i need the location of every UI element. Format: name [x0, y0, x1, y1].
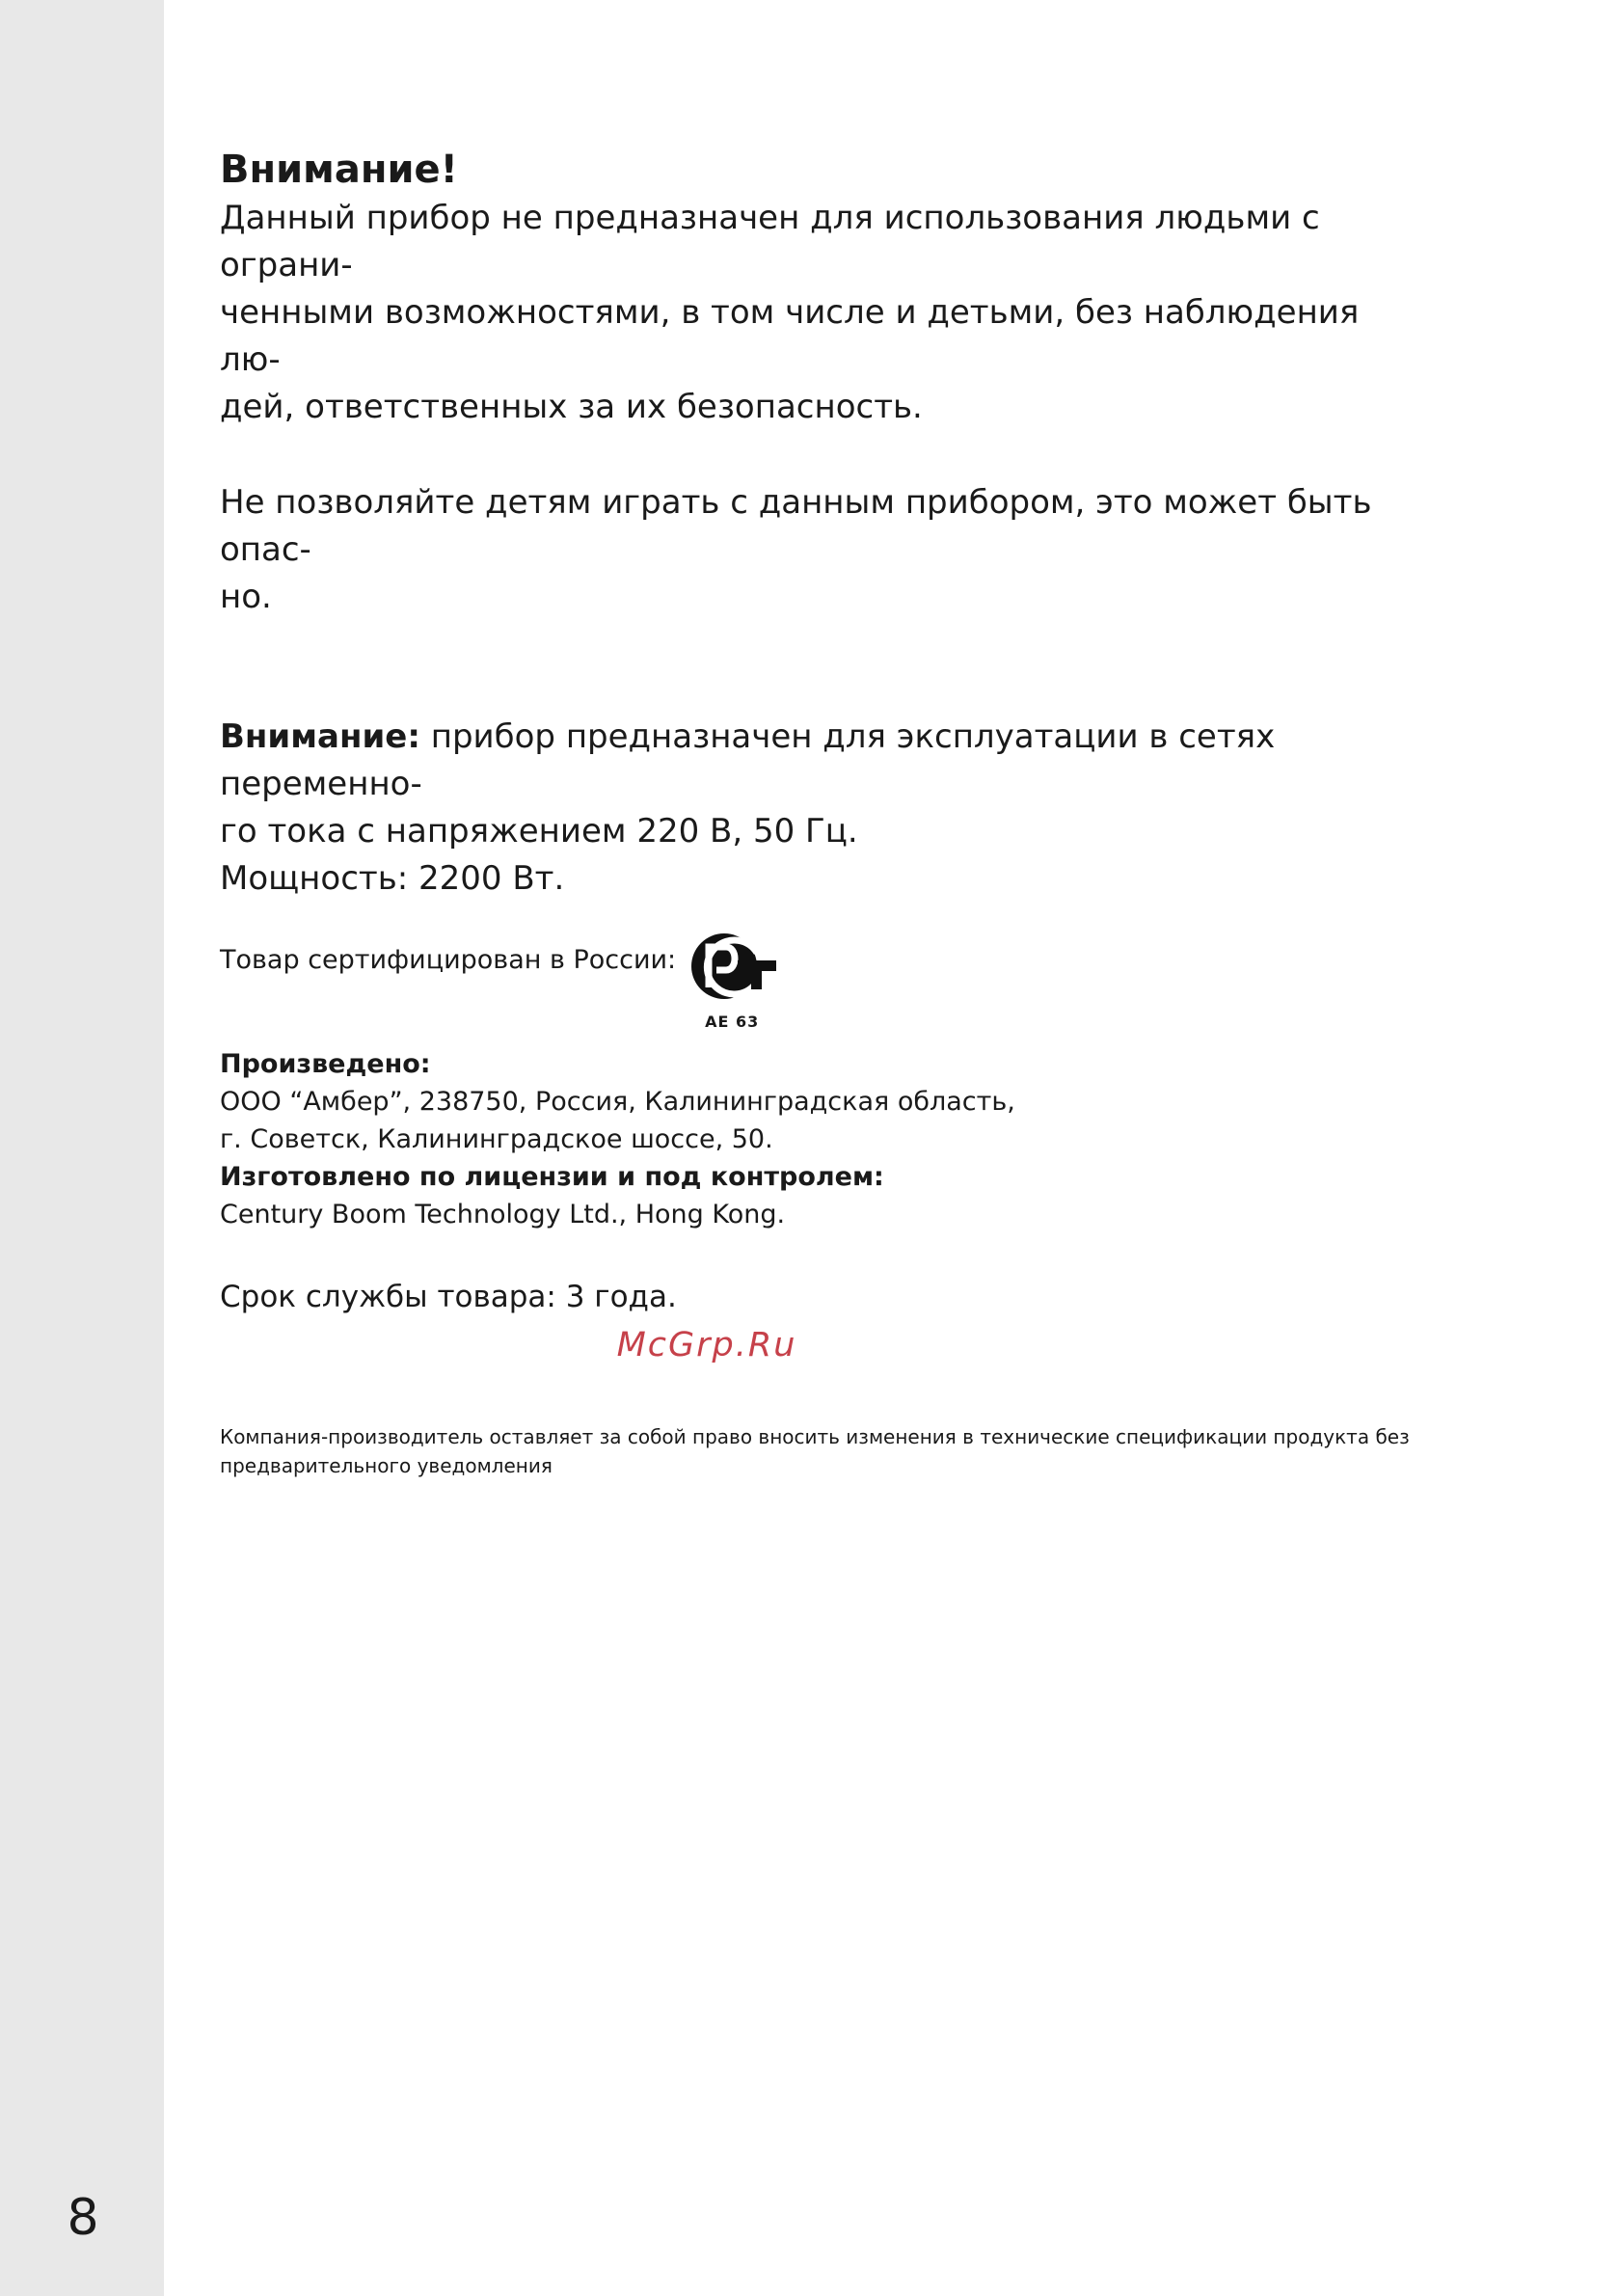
rst-certification-mark	[688, 928, 776, 1041]
service-life: Срок службы товара: 3 года.	[220, 1280, 677, 1314]
warning-line: Данный прибор не предназначен для использования людьми с ограни-	[220, 199, 1320, 284]
page-content	[220, 145, 1425, 1480]
warning-heading: Внимание!	[220, 148, 458, 192]
warning-line: ченными возможностями, в том числе и детьми, без наблюдения лю-	[220, 293, 1360, 379]
power-line-1	[220, 714, 1425, 808]
manufacturer-line: ООО “Амбер”, 238750, Россия, Калининградская область,	[220, 1087, 1015, 1117]
children-warning	[220, 479, 1425, 621]
rst-logo-icon	[688, 928, 776, 1005]
certification-label: Товар сертифицирован в России:	[220, 945, 677, 975]
side-margin-strip	[0, 0, 164, 2296]
power-requirements	[220, 714, 1425, 903]
power-wattage: Мощность: 2200 Вт.	[220, 859, 565, 898]
disclaimer-line: Компания-производитель оставляет за собой право вносить изменения в технические спецификации продукта без	[220, 1425, 1410, 1448]
manufacturer-line: г. Советск, Калининградское шоссе, 50.	[220, 1124, 773, 1154]
license-label: Изготовлено по лицензии и под контролем:	[220, 1162, 884, 1192]
warning-line: дей, ответственных за их безопасность.	[220, 388, 923, 426]
manufacturer-label: Произведено:	[220, 1049, 431, 1079]
power-line-2: го тока с напряжением 220 В, 50 Гц.	[220, 812, 858, 851]
disclaimer-line: предварительного уведомления	[220, 1454, 553, 1477]
children-warning-line: но.	[220, 578, 272, 616]
warning-text	[220, 195, 1425, 431]
license-company: Century Boom Technology Ltd., Hong Kong.	[220, 1200, 786, 1229]
watermark: McGrp.Ru	[616, 1326, 797, 1364]
children-warning-line: Не позволяйте детям играть с данным прибором, это может быть опас-	[220, 483, 1372, 569]
power-label: Внимание:	[220, 717, 420, 756]
certification-code: АЕ 63	[705, 1013, 760, 1031]
certification-row	[220, 928, 1425, 1041]
power-line-1-text: прибор предназначен для эксплуатации в сетях переменно-	[220, 717, 1276, 803]
disclaimer	[220, 1422, 1425, 1480]
manufacturer-info	[220, 1045, 1425, 1233]
